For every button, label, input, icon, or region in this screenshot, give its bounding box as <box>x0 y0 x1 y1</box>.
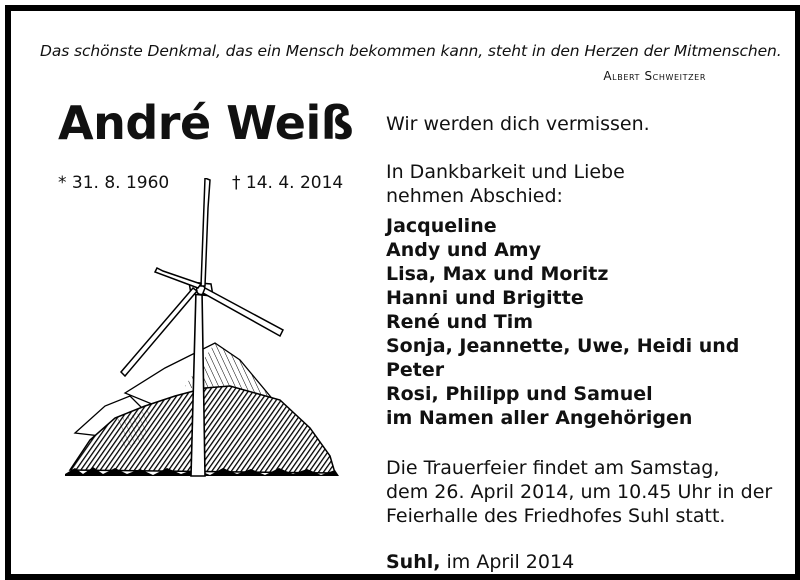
mourner-name: Rosi, Philipp und Samuel <box>386 383 653 405</box>
quote-text: Das schönste Denkmal, das ein Mensch bekommen kann, steht in den Herzen der Mitmenschen. <box>40 42 782 60</box>
mourner-name: Sonja, Jeannette, Uwe, Heidi und Peter <box>386 335 740 381</box>
mourner-name: Lisa, Max und Moritz <box>386 263 609 285</box>
message-column <box>386 112 786 574</box>
wind-turbine-mountains-illustration <box>55 178 345 483</box>
mourner-name: René und Tim <box>386 311 534 333</box>
funeral-line-2: dem 26. April 2014, um 10.45 Uhr in der <box>386 481 773 503</box>
mourner-name: Hanni und Brigitte <box>386 287 584 309</box>
deceased-name: André Weiß <box>58 96 354 150</box>
closing-city: Suhl, <box>386 551 441 573</box>
mourners-list <box>386 214 786 430</box>
funeral-line-1: Die Trauerfeier findet am Samstag, <box>386 457 720 479</box>
closing-date: im April 2014 <box>440 551 575 573</box>
farewell-line: Wir werden dich vermissen. <box>386 113 650 135</box>
mourner-name: Andy und Amy <box>386 239 541 261</box>
closing-line <box>386 550 786 574</box>
funeral-line-3: Feierhalle des Friedhofes Suhl statt. <box>386 505 726 527</box>
intro-line-1: In Dankbarkeit und Liebe <box>386 161 625 183</box>
mourner-name: Jacqueline <box>386 215 497 237</box>
intro-line-2: nehmen Abschied: <box>386 185 563 207</box>
quote-author: Albert Schweitzer <box>603 69 706 83</box>
birth-date: * 31. 8. 1960 <box>58 173 170 193</box>
death-date: † 14. 4. 2014 <box>232 173 344 193</box>
mourner-name: im Namen aller Angehörigen <box>386 407 693 429</box>
